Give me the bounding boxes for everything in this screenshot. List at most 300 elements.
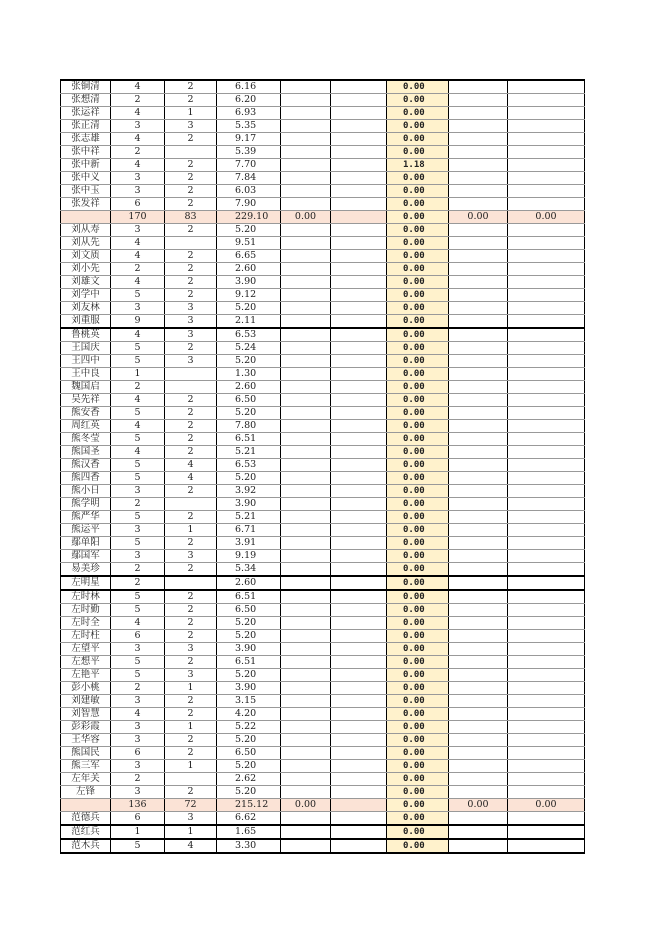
col-b-cell[interactable]: 2 bbox=[165, 185, 217, 198]
col-a-cell[interactable]: 5 bbox=[111, 289, 165, 302]
col-f-cell[interactable]: 0.00 bbox=[387, 276, 449, 289]
col-h-cell[interactable] bbox=[508, 708, 585, 721]
col-d-cell[interactable] bbox=[281, 669, 331, 682]
col-g-cell[interactable] bbox=[449, 760, 508, 773]
col-b-cell[interactable]: 2 bbox=[165, 695, 217, 708]
name-cell[interactable]: 熊国圣 bbox=[61, 446, 111, 459]
col-b-cell[interactable]: 2 bbox=[165, 734, 217, 747]
col-c-cell[interactable]: 5.20 bbox=[217, 407, 281, 420]
col-g-cell[interactable] bbox=[449, 472, 508, 485]
col-f-cell[interactable]: 0.00 bbox=[387, 617, 449, 630]
col-c-cell[interactable]: 9.19 bbox=[217, 550, 281, 563]
col-c-cell[interactable]: 7.80 bbox=[217, 420, 281, 433]
name-cell[interactable]: 张中玉 bbox=[61, 185, 111, 198]
col-a-cell[interactable]: 5 bbox=[111, 656, 165, 669]
col-d-cell[interactable] bbox=[281, 355, 331, 368]
col-g-cell[interactable] bbox=[449, 485, 508, 498]
name-cell[interactable]: 鄢单阳 bbox=[61, 537, 111, 550]
col-f-cell[interactable]: 0.00 bbox=[387, 485, 449, 498]
col-c-cell[interactable]: 5.20 bbox=[217, 472, 281, 485]
col-a-cell[interactable]: 5 bbox=[111, 669, 165, 682]
col-h-cell[interactable] bbox=[508, 760, 585, 773]
col-f-cell[interactable]: 0.00 bbox=[387, 669, 449, 682]
col-h-cell[interactable] bbox=[508, 630, 585, 643]
col-f-cell[interactable]: 0.00 bbox=[387, 237, 449, 250]
col-f-cell[interactable]: 0.00 bbox=[387, 315, 449, 329]
col-f-cell[interactable]: 0.00 bbox=[387, 524, 449, 537]
col-d-cell[interactable] bbox=[281, 485, 331, 498]
col-c-cell[interactable]: 6.16 bbox=[217, 80, 281, 94]
col-f-cell[interactable]: 0.00 bbox=[387, 812, 449, 826]
col-d-cell[interactable] bbox=[281, 237, 331, 250]
name-cell[interactable]: 熊安香 bbox=[61, 407, 111, 420]
name-cell[interactable]: 熊学明 bbox=[61, 498, 111, 511]
col-f-cell[interactable]: 0.00 bbox=[387, 760, 449, 773]
col-d-cell[interactable] bbox=[281, 94, 331, 107]
col-f-cell[interactable]: 0.00 bbox=[387, 550, 449, 563]
col-h-cell[interactable] bbox=[508, 839, 585, 853]
col-b-cell[interactable]: 2 bbox=[165, 276, 217, 289]
col-g-cell[interactable]: 0.00 bbox=[449, 211, 508, 224]
col-g-cell[interactable] bbox=[449, 524, 508, 537]
name-cell[interactable]: 刘从寿 bbox=[61, 224, 111, 237]
col-h-cell[interactable] bbox=[508, 485, 585, 498]
col-a-cell[interactable]: 2 bbox=[111, 498, 165, 511]
col-f-cell[interactable]: 0.00 bbox=[387, 394, 449, 407]
col-b-cell[interactable]: 2 bbox=[165, 617, 217, 630]
col-b-cell[interactable]: 3 bbox=[165, 812, 217, 826]
col-e-cell[interactable] bbox=[331, 734, 387, 747]
col-e-cell[interactable] bbox=[331, 760, 387, 773]
col-c-cell[interactable]: 1.65 bbox=[217, 825, 281, 839]
col-e-cell[interactable] bbox=[331, 446, 387, 459]
col-a-cell[interactable]: 3 bbox=[111, 760, 165, 773]
name-cell[interactable]: 刘从先 bbox=[61, 237, 111, 250]
col-h-cell[interactable] bbox=[508, 107, 585, 120]
name-cell[interactable]: 熊冬莹 bbox=[61, 433, 111, 446]
col-b-cell[interactable]: 2 bbox=[165, 289, 217, 302]
col-e-cell[interactable] bbox=[331, 94, 387, 107]
name-cell[interactable]: 范德兵 bbox=[61, 812, 111, 826]
col-e-cell[interactable] bbox=[331, 721, 387, 734]
col-b-cell[interactable] bbox=[165, 146, 217, 159]
name-cell[interactable]: 易美珍 bbox=[61, 563, 111, 577]
name-cell[interactable]: 熊汉香 bbox=[61, 459, 111, 472]
col-c-cell[interactable]: 6.20 bbox=[217, 94, 281, 107]
name-cell[interactable]: 张中祥 bbox=[61, 146, 111, 159]
col-a-cell[interactable]: 4 bbox=[111, 107, 165, 120]
col-a-cell[interactable]: 4 bbox=[111, 159, 165, 172]
col-g-cell[interactable] bbox=[449, 576, 508, 590]
col-h-cell[interactable] bbox=[508, 80, 585, 94]
col-f-cell[interactable]: 0.00 bbox=[387, 381, 449, 394]
col-e-cell[interactable] bbox=[331, 537, 387, 550]
col-f-cell[interactable]: 0.00 bbox=[387, 839, 449, 853]
col-d-cell[interactable] bbox=[281, 576, 331, 590]
col-a-cell[interactable]: 3 bbox=[111, 224, 165, 237]
col-g-cell[interactable] bbox=[449, 420, 508, 433]
col-e-cell[interactable] bbox=[331, 472, 387, 485]
col-d-cell[interactable] bbox=[281, 159, 331, 172]
col-f-cell[interactable]: 0.00 bbox=[387, 630, 449, 643]
col-d-cell[interactable] bbox=[281, 263, 331, 276]
col-h-cell[interactable] bbox=[508, 446, 585, 459]
col-a-cell[interactable]: 1 bbox=[111, 825, 165, 839]
col-g-cell[interactable] bbox=[449, 550, 508, 563]
col-h-cell[interactable] bbox=[508, 524, 585, 537]
col-e-cell[interactable] bbox=[331, 342, 387, 355]
col-f-cell[interactable]: 0.00 bbox=[387, 576, 449, 590]
col-g-cell[interactable] bbox=[449, 107, 508, 120]
col-h-cell[interactable] bbox=[508, 420, 585, 433]
name-cell[interactable]: 刘小先 bbox=[61, 263, 111, 276]
col-b-cell[interactable]: 3 bbox=[165, 120, 217, 133]
col-h-cell[interactable] bbox=[508, 133, 585, 146]
col-c-cell[interactable]: 5.20 bbox=[217, 224, 281, 237]
col-e-cell[interactable] bbox=[331, 433, 387, 446]
col-a-cell[interactable]: 6 bbox=[111, 198, 165, 211]
col-c-cell[interactable]: 2.62 bbox=[217, 773, 281, 786]
col-h-cell[interactable] bbox=[508, 576, 585, 590]
col-a-cell[interactable]: 5 bbox=[111, 472, 165, 485]
col-e-cell[interactable] bbox=[331, 459, 387, 472]
col-e-cell[interactable] bbox=[331, 107, 387, 120]
col-f-cell[interactable]: 0.00 bbox=[387, 446, 449, 459]
col-f-cell[interactable]: 0.00 bbox=[387, 643, 449, 656]
col-h-cell[interactable] bbox=[508, 472, 585, 485]
col-a-cell[interactable]: 5 bbox=[111, 839, 165, 853]
col-c-cell[interactable]: 6.51 bbox=[217, 433, 281, 446]
col-c-cell[interactable]: 3.91 bbox=[217, 537, 281, 550]
col-d-cell[interactable] bbox=[281, 328, 331, 342]
col-b-cell[interactable]: 2 bbox=[165, 708, 217, 721]
col-b-cell[interactable]: 1 bbox=[165, 682, 217, 695]
col-a-cell[interactable]: 2 bbox=[111, 773, 165, 786]
col-a-cell[interactable]: 5 bbox=[111, 407, 165, 420]
col-d-cell[interactable] bbox=[281, 381, 331, 394]
col-a-cell[interactable]: 4 bbox=[111, 133, 165, 146]
name-cell[interactable]: 王国庆 bbox=[61, 342, 111, 355]
col-a-cell[interactable]: 3 bbox=[111, 185, 165, 198]
col-g-cell[interactable] bbox=[449, 786, 508, 799]
col-b-cell[interactable]: 3 bbox=[165, 550, 217, 563]
col-e-cell[interactable] bbox=[331, 381, 387, 394]
col-f-cell[interactable]: 0.00 bbox=[387, 799, 449, 812]
col-g-cell[interactable] bbox=[449, 773, 508, 786]
col-g-cell[interactable] bbox=[449, 381, 508, 394]
col-g-cell[interactable] bbox=[449, 198, 508, 211]
col-d-cell[interactable] bbox=[281, 656, 331, 669]
name-cell[interactable]: 刘友林 bbox=[61, 302, 111, 315]
col-g-cell[interactable] bbox=[449, 368, 508, 381]
col-h-cell[interactable] bbox=[508, 617, 585, 630]
col-b-cell[interactable]: 4 bbox=[165, 839, 217, 853]
col-e-cell[interactable] bbox=[331, 630, 387, 643]
col-h-cell[interactable] bbox=[508, 721, 585, 734]
col-a-cell[interactable]: 4 bbox=[111, 250, 165, 263]
col-e-cell[interactable] bbox=[331, 485, 387, 498]
col-e-cell[interactable] bbox=[331, 276, 387, 289]
col-c-cell[interactable]: 5.35 bbox=[217, 120, 281, 133]
col-e-cell[interactable] bbox=[331, 812, 387, 826]
col-a-cell[interactable]: 4 bbox=[111, 237, 165, 250]
col-d-cell[interactable] bbox=[281, 198, 331, 211]
col-c-cell[interactable]: 3.15 bbox=[217, 695, 281, 708]
col-a-cell[interactable]: 2 bbox=[111, 576, 165, 590]
col-a-cell[interactable]: 4 bbox=[111, 328, 165, 342]
col-c-cell[interactable]: 2.60 bbox=[217, 381, 281, 394]
col-a-cell[interactable]: 4 bbox=[111, 617, 165, 630]
col-a-cell[interactable]: 3 bbox=[111, 643, 165, 656]
name-cell[interactable]: 王中良 bbox=[61, 368, 111, 381]
col-c-cell[interactable]: 3.90 bbox=[217, 682, 281, 695]
col-h-cell[interactable] bbox=[508, 368, 585, 381]
col-g-cell[interactable] bbox=[449, 263, 508, 276]
col-c-cell[interactable]: 5.20 bbox=[217, 630, 281, 643]
col-d-cell[interactable] bbox=[281, 446, 331, 459]
name-cell[interactable]: 王四中 bbox=[61, 355, 111, 368]
col-a-cell[interactable]: 5 bbox=[111, 342, 165, 355]
col-h-cell[interactable] bbox=[508, 185, 585, 198]
col-e-cell[interactable] bbox=[331, 420, 387, 433]
col-f-cell[interactable]: 0.00 bbox=[387, 250, 449, 263]
col-f-cell[interactable]: 0.00 bbox=[387, 537, 449, 550]
col-d-cell[interactable] bbox=[281, 550, 331, 563]
col-h-cell[interactable] bbox=[508, 498, 585, 511]
col-a-cell[interactable]: 9 bbox=[111, 315, 165, 329]
col-g-cell[interactable] bbox=[449, 407, 508, 420]
col-h-cell[interactable] bbox=[508, 263, 585, 276]
col-h-cell[interactable] bbox=[508, 315, 585, 329]
col-b-cell[interactable] bbox=[165, 381, 217, 394]
col-f-cell[interactable]: 0.00 bbox=[387, 563, 449, 577]
col-g-cell[interactable] bbox=[449, 630, 508, 643]
col-g-cell[interactable] bbox=[449, 315, 508, 329]
col-e-cell[interactable] bbox=[331, 250, 387, 263]
col-h-cell[interactable] bbox=[508, 328, 585, 342]
col-d-cell[interactable] bbox=[281, 537, 331, 550]
col-g-cell[interactable] bbox=[449, 839, 508, 853]
name-cell[interactable]: 左艳平 bbox=[61, 669, 111, 682]
col-f-cell[interactable]: 0.00 bbox=[387, 498, 449, 511]
col-b-cell[interactable]: 72 bbox=[165, 799, 217, 812]
col-c-cell[interactable]: 6.53 bbox=[217, 328, 281, 342]
col-e-cell[interactable] bbox=[331, 682, 387, 695]
col-a-cell[interactable]: 3 bbox=[111, 524, 165, 537]
col-d-cell[interactable] bbox=[281, 773, 331, 786]
col-f-cell[interactable]: 0.00 bbox=[387, 120, 449, 133]
col-f-cell[interactable]: 0.00 bbox=[387, 368, 449, 381]
col-f-cell[interactable]: 0.00 bbox=[387, 420, 449, 433]
col-h-cell[interactable] bbox=[508, 604, 585, 617]
col-g-cell[interactable] bbox=[449, 812, 508, 826]
col-d-cell[interactable] bbox=[281, 276, 331, 289]
col-e-cell[interactable] bbox=[331, 224, 387, 237]
name-cell[interactable]: 鄢国军 bbox=[61, 550, 111, 563]
name-cell[interactable]: 张中义 bbox=[61, 172, 111, 185]
col-h-cell[interactable] bbox=[508, 747, 585, 760]
col-b-cell[interactable]: 3 bbox=[165, 643, 217, 656]
col-g-cell[interactable] bbox=[449, 563, 508, 577]
col-c-cell[interactable]: 5.20 bbox=[217, 617, 281, 630]
col-g-cell[interactable] bbox=[449, 734, 508, 747]
col-c-cell[interactable]: 5.21 bbox=[217, 511, 281, 524]
col-f-cell[interactable]: 0.00 bbox=[387, 604, 449, 617]
col-e-cell[interactable] bbox=[331, 315, 387, 329]
col-b-cell[interactable]: 3 bbox=[165, 328, 217, 342]
col-e-cell[interactable] bbox=[331, 498, 387, 511]
col-g-cell[interactable] bbox=[449, 617, 508, 630]
col-h-cell[interactable] bbox=[508, 656, 585, 669]
col-d-cell[interactable] bbox=[281, 120, 331, 133]
col-h-cell[interactable]: 0.00 bbox=[508, 211, 585, 224]
col-e-cell[interactable] bbox=[331, 825, 387, 839]
col-g-cell[interactable] bbox=[449, 394, 508, 407]
col-f-cell[interactable]: 0.00 bbox=[387, 80, 449, 94]
col-h-cell[interactable] bbox=[508, 159, 585, 172]
col-d-cell[interactable]: 0.00 bbox=[281, 799, 331, 812]
col-c-cell[interactable]: 9.51 bbox=[217, 237, 281, 250]
name-cell[interactable]: 左时林 bbox=[61, 590, 111, 604]
col-g-cell[interactable] bbox=[449, 590, 508, 604]
col-h-cell[interactable] bbox=[508, 537, 585, 550]
col-g-cell[interactable] bbox=[449, 446, 508, 459]
col-g-cell[interactable] bbox=[449, 498, 508, 511]
col-h-cell[interactable] bbox=[508, 459, 585, 472]
col-e-cell[interactable] bbox=[331, 563, 387, 577]
col-b-cell[interactable]: 1 bbox=[165, 721, 217, 734]
col-g-cell[interactable] bbox=[449, 94, 508, 107]
col-g-cell[interactable] bbox=[449, 825, 508, 839]
col-g-cell[interactable] bbox=[449, 511, 508, 524]
col-a-cell[interactable]: 6 bbox=[111, 812, 165, 826]
col-a-cell[interactable]: 3 bbox=[111, 734, 165, 747]
col-a-cell[interactable]: 2 bbox=[111, 381, 165, 394]
col-b-cell[interactable]: 2 bbox=[165, 159, 217, 172]
col-c-cell[interactable]: 6.53 bbox=[217, 459, 281, 472]
col-a-cell[interactable]: 1 bbox=[111, 368, 165, 381]
col-b-cell[interactable] bbox=[165, 368, 217, 381]
col-b-cell[interactable]: 1 bbox=[165, 760, 217, 773]
col-h-cell[interactable] bbox=[508, 550, 585, 563]
col-d-cell[interactable] bbox=[281, 394, 331, 407]
col-g-cell[interactable] bbox=[449, 747, 508, 760]
col-c-cell[interactable]: 9.12 bbox=[217, 289, 281, 302]
col-d-cell[interactable] bbox=[281, 839, 331, 853]
col-d-cell[interactable] bbox=[281, 80, 331, 94]
col-g-cell[interactable] bbox=[449, 433, 508, 446]
name-cell[interactable]: 左时全 bbox=[61, 617, 111, 630]
col-c-cell[interactable]: 3.90 bbox=[217, 498, 281, 511]
col-c-cell[interactable]: 6.65 bbox=[217, 250, 281, 263]
col-a-cell[interactable]: 2 bbox=[111, 682, 165, 695]
col-g-cell[interactable] bbox=[449, 721, 508, 734]
name-cell[interactable] bbox=[61, 799, 111, 812]
name-cell[interactable]: 刘雄文 bbox=[61, 276, 111, 289]
name-cell[interactable]: 熊运平 bbox=[61, 524, 111, 537]
col-c-cell[interactable]: 6.51 bbox=[217, 656, 281, 669]
col-c-cell[interactable]: 215.12 bbox=[217, 799, 281, 812]
col-d-cell[interactable] bbox=[281, 407, 331, 420]
col-e-cell[interactable] bbox=[331, 394, 387, 407]
col-e-cell[interactable] bbox=[331, 669, 387, 682]
col-h-cell[interactable] bbox=[508, 812, 585, 826]
col-c-cell[interactable]: 6.62 bbox=[217, 812, 281, 826]
col-d-cell[interactable] bbox=[281, 250, 331, 263]
name-cell[interactable]: 刘智慧 bbox=[61, 708, 111, 721]
col-d-cell[interactable] bbox=[281, 511, 331, 524]
col-c-cell[interactable]: 5.39 bbox=[217, 146, 281, 159]
col-e-cell[interactable] bbox=[331, 80, 387, 94]
col-b-cell[interactable]: 2 bbox=[165, 198, 217, 211]
col-b-cell[interactable]: 2 bbox=[165, 80, 217, 94]
col-c-cell[interactable]: 7.70 bbox=[217, 159, 281, 172]
col-a-cell[interactable]: 4 bbox=[111, 446, 165, 459]
col-h-cell[interactable] bbox=[508, 276, 585, 289]
col-h-cell[interactable] bbox=[508, 643, 585, 656]
col-b-cell[interactable]: 1 bbox=[165, 107, 217, 120]
col-d-cell[interactable] bbox=[281, 172, 331, 185]
col-c-cell[interactable]: 3.90 bbox=[217, 643, 281, 656]
col-b-cell[interactable]: 3 bbox=[165, 355, 217, 368]
col-f-cell[interactable]: 0.00 bbox=[387, 94, 449, 107]
col-f-cell[interactable]: 0.00 bbox=[387, 133, 449, 146]
col-f-cell[interactable]: 0.00 bbox=[387, 263, 449, 276]
col-h-cell[interactable] bbox=[508, 695, 585, 708]
col-c-cell[interactable]: 5.24 bbox=[217, 342, 281, 355]
col-b-cell[interactable]: 2 bbox=[165, 420, 217, 433]
col-e-cell[interactable] bbox=[331, 133, 387, 146]
col-c-cell[interactable]: 3.30 bbox=[217, 839, 281, 853]
col-g-cell[interactable] bbox=[449, 133, 508, 146]
col-a-cell[interactable]: 3 bbox=[111, 485, 165, 498]
col-f-cell[interactable]: 0.00 bbox=[387, 734, 449, 747]
col-e-cell[interactable] bbox=[331, 185, 387, 198]
col-d-cell[interactable] bbox=[281, 617, 331, 630]
col-e-cell[interactable] bbox=[331, 159, 387, 172]
col-e-cell[interactable] bbox=[331, 263, 387, 276]
col-g-cell[interactable] bbox=[449, 120, 508, 133]
col-b-cell[interactable]: 2 bbox=[165, 656, 217, 669]
col-e-cell[interactable] bbox=[331, 550, 387, 563]
col-d-cell[interactable] bbox=[281, 302, 331, 315]
name-cell[interactable]: 熊小日 bbox=[61, 485, 111, 498]
col-c-cell[interactable]: 229.10 bbox=[217, 211, 281, 224]
name-cell[interactable]: 左锋 bbox=[61, 786, 111, 799]
name-cell[interactable]: 张运祥 bbox=[61, 107, 111, 120]
col-g-cell[interactable]: 0.00 bbox=[449, 799, 508, 812]
col-f-cell[interactable]: 0.00 bbox=[387, 407, 449, 420]
col-b-cell[interactable]: 2 bbox=[165, 485, 217, 498]
col-g-cell[interactable] bbox=[449, 185, 508, 198]
name-cell[interactable]: 左年关 bbox=[61, 773, 111, 786]
col-c-cell[interactable]: 5.20 bbox=[217, 355, 281, 368]
col-a-cell[interactable]: 5 bbox=[111, 537, 165, 550]
col-h-cell[interactable] bbox=[508, 146, 585, 159]
col-a-cell[interactable]: 2 bbox=[111, 563, 165, 577]
col-a-cell[interactable]: 170 bbox=[111, 211, 165, 224]
col-g-cell[interactable] bbox=[449, 80, 508, 94]
col-d-cell[interactable] bbox=[281, 604, 331, 617]
col-a-cell[interactable]: 2 bbox=[111, 263, 165, 276]
col-e-cell[interactable] bbox=[331, 617, 387, 630]
col-h-cell[interactable] bbox=[508, 237, 585, 250]
col-f-cell[interactable]: 1.18 bbox=[387, 159, 449, 172]
col-g-cell[interactable] bbox=[449, 682, 508, 695]
col-d-cell[interactable] bbox=[281, 721, 331, 734]
name-cell[interactable]: 熊国民 bbox=[61, 747, 111, 760]
col-e-cell[interactable] bbox=[331, 407, 387, 420]
